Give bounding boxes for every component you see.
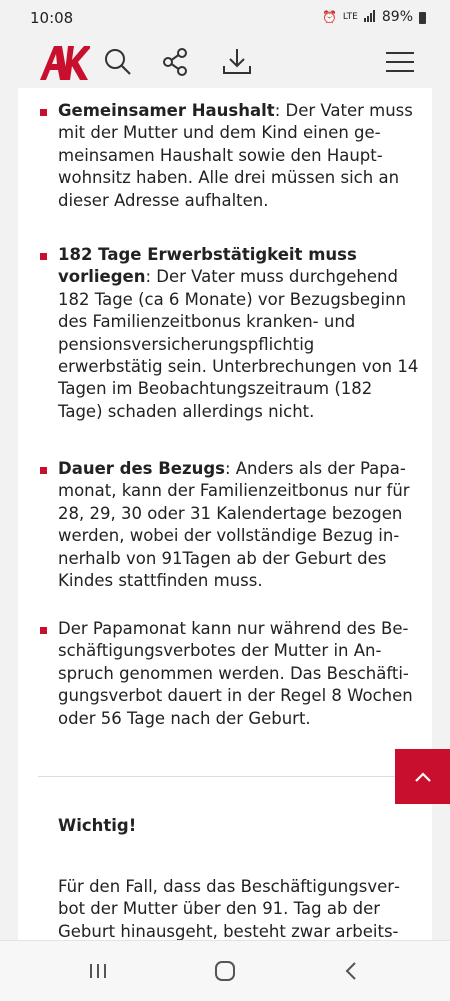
alarm-icon: ⏰ (321, 10, 337, 24)
status-indicators (322, 9, 426, 25)
bullet-marker (40, 109, 47, 116)
list-item-title: Dauer des Bezugs (58, 459, 225, 478)
battery-percent: 89% (381, 9, 413, 25)
status-bar (0, 0, 450, 36)
share-icon[interactable] (160, 46, 192, 78)
status-time: 10:08 (30, 9, 74, 27)
list-item-text (58, 618, 422, 730)
recent-apps-icon[interactable] (82, 957, 114, 985)
home-icon[interactable] (209, 957, 241, 985)
list-item (40, 618, 422, 730)
list-item-body: Der Papamonat kann nur während des Beschäftigungsverbotes der Mutter in Anspruch genommen werden. Das Beschäftigungsverbot dauert in der Regel 8 Wochen oder 56 Tage nach der Geburt. (58, 619, 413, 728)
system-nav-bar (0, 940, 450, 1001)
battery-icon (419, 12, 426, 24)
bullet-marker (40, 253, 47, 260)
signal-icon (364, 10, 376, 25)
article-content (18, 88, 432, 940)
network-type: LTE (342, 12, 358, 22)
chevron-up-icon (413, 771, 433, 783)
scroll-to-top-button[interactable] (395, 749, 450, 804)
ak-logo[interactable] (38, 42, 90, 82)
bullet-marker (40, 467, 47, 474)
list-item-title: Gemeinsamer Haushalt (58, 101, 275, 120)
list-item-title: 182 Tage Erwerbstätigkeit muss vorliegen (58, 245, 357, 287)
list-item-text (58, 100, 422, 212)
section-divider (38, 776, 412, 777)
notice-text: Für den Fall, dass das Beschäftigungsverbot der Mutter über den 91. Tag ab der Geburt hinausgeht, besteht zwar arbeits- (58, 877, 401, 940)
bullet-marker (40, 627, 47, 634)
search-icon[interactable] (102, 46, 134, 78)
list-item-body: : Anders als der Papamonat, kann der Familienzeitbonus nur für 28, 29, 30 oder 31 Kalendertage bezogen werden, wobei der vollständige Bezug innerhalb von 91Tagen ab der Geburt des Kindes stattfinden muss. (58, 459, 410, 591)
hamburger-menu-icon[interactable] (384, 46, 416, 78)
list-item (40, 244, 422, 423)
list-item (40, 458, 422, 592)
list-item (40, 100, 422, 212)
back-icon[interactable] (336, 957, 368, 985)
notice-heading: Wichtig! (58, 816, 137, 835)
list-item-body: : Der Vater muss mit der Mutter und dem Kind einen gemeinsamen Haushalt sowie den Hauptwohnsitz haben. Alle drei müssen sich an dieser Adresse aufhalten. (58, 101, 413, 210)
list-item-text (58, 244, 422, 423)
download-icon[interactable] (221, 46, 253, 78)
list-item-text (58, 458, 422, 592)
app-header (0, 36, 450, 88)
list-item-body: : Der Vater muss durchgehend 182 Tage (ca 6 Monate) vor Bezugsbeginn des Familienzeitbonus kranken- und pensionsversicherungspflichtig erwerbstätig sein. Unterbrechungen von 14 Tagen im Beobachtungszeitraum (182 Tage) schaden allerdings nicht. (58, 267, 419, 421)
